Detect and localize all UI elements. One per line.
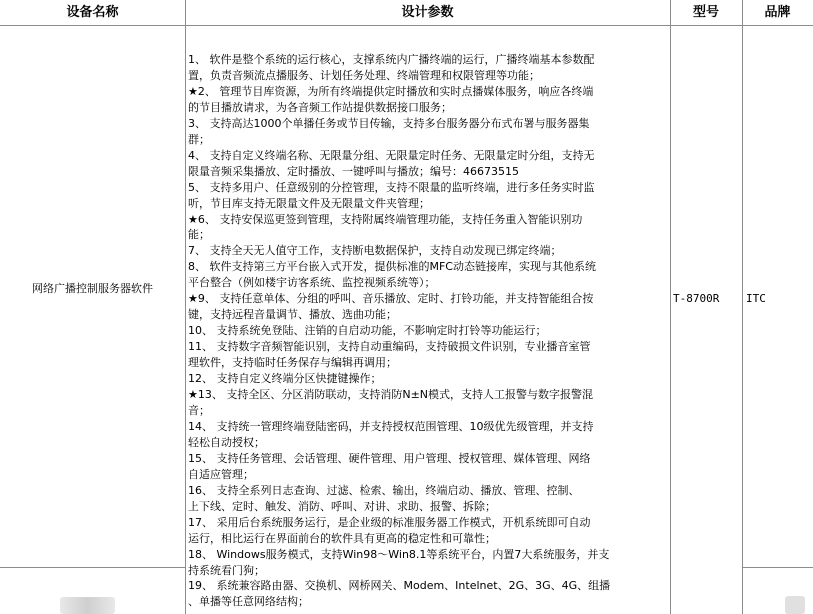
param-line: 置，负责音频流点播服务、计划任务处理、终端管理和权限管理等功能； [188, 68, 540, 82]
param-line: 4、 支持自定义终端名称、无限量分组、无限量定时任务、无限量定时分组，支持无 [188, 148, 595, 162]
header-model: 型号 [692, 5, 719, 20]
header-device-name: 设备名称 [66, 5, 119, 20]
param-line: ★13、 支持全区、分区消防联动，支持消防N±N模式，支持人工报警与数字报警混 [188, 388, 594, 402]
param-line: 、单播等任意网络结构； [188, 595, 309, 609]
model-cell: T-8700R [673, 292, 720, 305]
param-line: 持系统看门狗； [188, 563, 265, 577]
row-divider [0, 567, 185, 568]
param-line: 16、 支持全系列日志查询、过滤、检索、输出，终端启动、播放、管理、控制、 [188, 483, 580, 497]
header-design-params: 设计参数 [401, 5, 454, 20]
design-params-cell [188, 52, 670, 610]
device-name-cell: 网络广播控制服务器软件 [32, 282, 153, 295]
param-line: 15、 支持任务管理、会话管理、硬件管理、用户管理、授权管理、媒体管理、网络 [188, 451, 591, 465]
param-line: 1、 软件是整个系统的运行核心，支撑系统内广播终端的运行，广播终端基本参数配 [188, 53, 595, 66]
row-divider [742, 567, 813, 568]
param-line: 群； [188, 132, 210, 146]
param-line: 18、 Windows服务模式，支持Win98～Win8.1等系统平台，内置7大系统服务，并支 [188, 547, 610, 561]
param-line: 键，支持远程音量调节、播放、选曲功能； [188, 308, 397, 322]
param-line: 14、 支持统一管理终端登陆密码，并支持授权范围管理、10级优先级管理，并支持 [188, 419, 594, 433]
param-line: 7、 支持全天无人值守工作，支持断电数据保护，支持自动发现已绑定终端； [188, 244, 562, 258]
param-line: 12、 支持自定义终端分区快捷键操作； [188, 372, 382, 386]
param-line: 限量音频采集播放、定时播放、一键呼叫与播放；编号：46673515 [188, 164, 519, 178]
column-divider [185, 0, 186, 614]
param-line: 能； [188, 228, 210, 242]
param-line: 的节目播放请求，为各音频工作站提供数据接口服务； [188, 100, 452, 114]
blurred-redaction [60, 597, 115, 614]
param-line: 上下线、定时、触发、消防、呼叫、对讲、求助、报警、拆除； [188, 499, 496, 513]
param-line: ★2、 管理节目库资源，为所有终端提供定时播放和实时点播媒体服务，响应各终端 [188, 84, 594, 98]
param-line: 平台整合（例如楼宇访客系统、监控视频系统等）； [188, 276, 436, 290]
param-line: 音； [188, 403, 210, 417]
column-divider [742, 0, 743, 614]
param-line: ★9、 支持任意单体、分组的呼叫、音乐播放、定时、打铃功能，并支持智能组合按 [188, 292, 594, 306]
param-line: 8、 软件支持第三方平台嵌入式开发，提供标准的MFC动态链接库，实现与其他系统 [188, 260, 596, 274]
column-divider [670, 0, 671, 614]
param-line: 听，节目库支持无限量文件及无限量文件夹管理； [188, 196, 430, 210]
param-line: 轻松自动授权； [188, 435, 265, 449]
param-line: 3、 支持高达1000个单播任务或节目传输，支持多台服务器分布式布署与服务器集 [188, 116, 590, 130]
param-line: 17、 采用后台系统服务运行，是企业级的标准服务器工作模式，开机系统即可自动 [188, 515, 591, 529]
param-line: 5、 支持多用户、任意级别的分控管理，支持不限量的监听终端，进行多任务实时监 [188, 180, 595, 194]
param-line: 自适应管理； [188, 467, 254, 481]
param-line: 19、 系统兼容路由器、交换机、网桥网关、Modem、Intelnet、2G、3G、4G、组播 [188, 579, 611, 593]
param-line: 运行，相比运行在界面前台的软件具有更高的稳定性和可靠性； [188, 531, 496, 545]
brand-cell: ITC [746, 292, 766, 305]
param-line: 10、 支持系统免登陆、注销的自启动功能，不影响定时打铃等功能运行； [188, 324, 547, 338]
header-brand: 品牌 [764, 5, 791, 20]
param-line: 11、 支持数字音频智能识别，支持自动重编码，支持破损文件识别，专业播音室管 [188, 340, 591, 354]
blurred-redaction [785, 596, 805, 614]
param-line: ★6、 支持安保巡更签到管理，支持附属终端管理功能，支持任务重入智能识别功 [188, 212, 583, 226]
param-line: 理软件，支持临时任务保存与编辑再调用； [188, 356, 397, 370]
header-divider [0, 25, 813, 26]
